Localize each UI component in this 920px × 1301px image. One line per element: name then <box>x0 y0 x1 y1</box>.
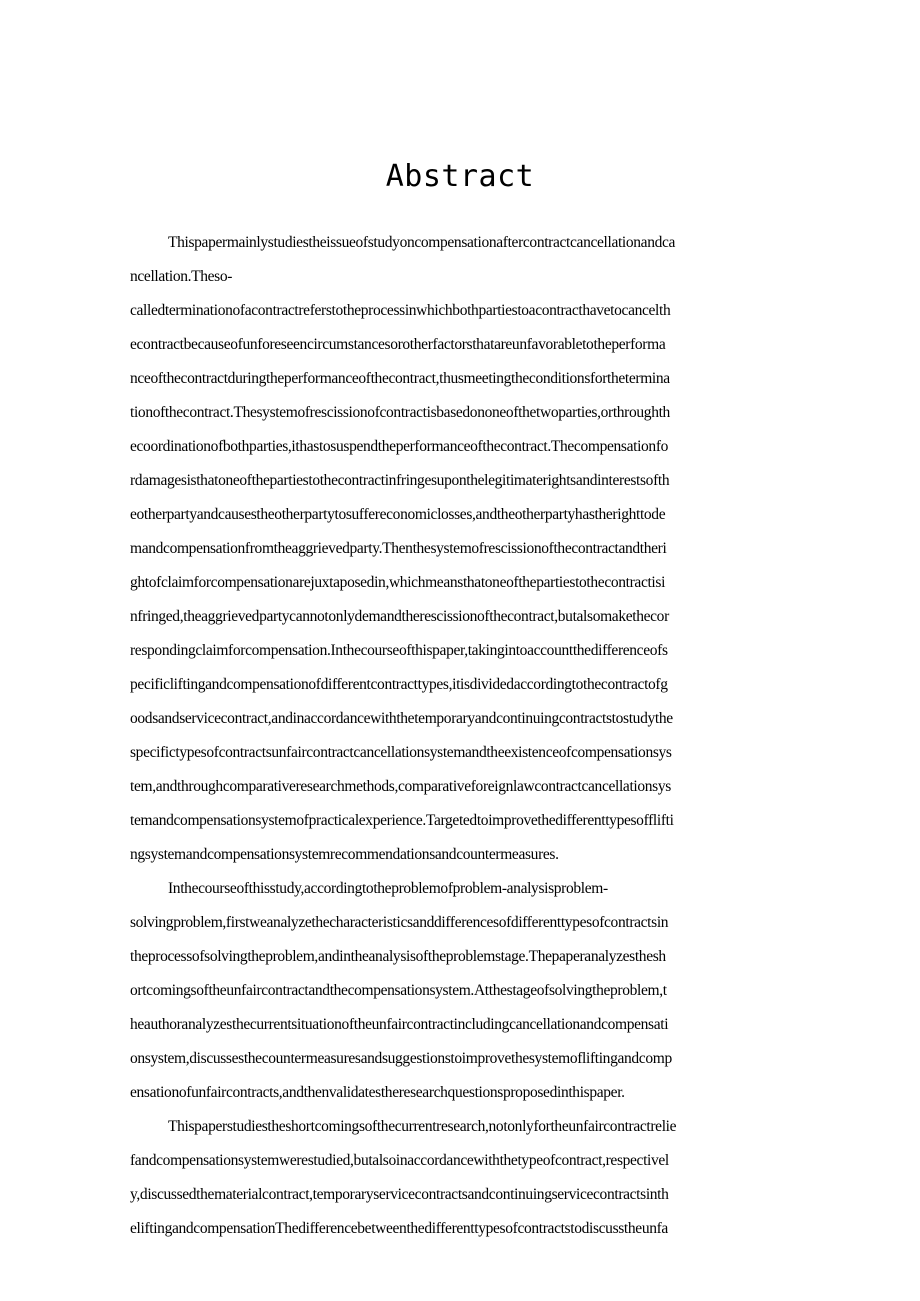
text-line: solvingproblem,firstweanalyzethecharacteristicsanddifferencesofdifferenttypesofcontractsin <box>130 914 669 931</box>
paragraph-2 <box>130 872 814 1110</box>
paragraph-1 <box>130 226 814 872</box>
text-line: econtractbecauseofunforeseencircumstancesorotherfactorsthatareunfavorabletotheperforma <box>130 336 666 353</box>
text-line: tionofthecontract.Thesystemofrescissionofcontractisbasedononeofthetwoparties,orthroughth <box>130 404 670 421</box>
text-line: temandcompensationsystemofpracticalexperience.Targetedtoimprovethedifferenttypesofflifti <box>130 812 674 829</box>
paragraph-3 <box>130 1110 814 1246</box>
text-line: ncellation.Theso- <box>130 268 233 285</box>
text-line: nfringed,theaggrievedpartycannotonlydemandtherescissionofthecontract,butalsomakethecor <box>130 608 669 625</box>
text-line: ghtofclaimforcompensationarejuxtaposedin,whichmeansthatoneofthepartiestothecontractisi <box>130 574 666 591</box>
text-line: oodsandservicecontract,andinaccordancewiththetemporaryandcontinuingcontractstostudythe <box>130 710 673 727</box>
text-line: pecificliftingandcompensationofdifferentcontracttypes,itisdividedaccordingtothecontractofg <box>130 676 668 693</box>
text-line: calledterminationofacontractreferstotheprocessinwhichbothpartiestoacontracthavetocancelth <box>130 302 671 319</box>
text-line: Thispaperstudiestheshortcomingsofthecurrentresearch,notonlyfortheunfaircontractrelie <box>168 1118 677 1135</box>
abstract-body <box>130 226 814 1246</box>
text-line: Thispapermainlystudiestheissueofstudyoncompensationaftercontractcancellationandca <box>168 234 676 251</box>
abstract-title: Abstract <box>385 159 535 194</box>
text-line: heauthoranalyzesthecurrentsituationoftheunfaircontractincludingcancellationandcompensati <box>130 1016 669 1033</box>
text-line: nceofthecontractduringtheperformanceofthecontract,thusmeetingtheconditionsforthetermina <box>130 370 670 387</box>
text-line: y,discussedthematerialcontract,temporaryservicecontractsandcontinuingservicecontractsinth <box>130 1186 669 1203</box>
text-line: onsystem,discussesthecountermeasuresandsuggestionstoimprovethesystemofliftingandcomp <box>130 1050 672 1067</box>
text-line: tem,andthroughcomparativeresearchmethods,comparativeforeignlawcontractcancellationsys <box>130 778 671 795</box>
text-line: eliftingandcompensationThedifferencebetweenthedifferenttypesofcontractstodiscusstheunfa <box>130 1220 668 1237</box>
text-line: ortcomingsoftheunfaircontractandthecompensationsystem.Atthestageofsolvingtheproblem,t <box>130 982 667 999</box>
text-line: Inthecourseofthisstudy,accordingtotheproblemofproblem-analysisproblem- <box>168 880 608 897</box>
text-line: ecoordinationofbothparties,ithastosuspendtheperformanceofthecontract.Thecompensationfo <box>130 438 669 455</box>
text-line: fandcompensationsystemwerestudied,butalsoinaccordancewiththetypeofcontract,respectivel <box>130 1152 669 1169</box>
text-line: mandcompensationfromtheaggrievedparty.Thenthesystemofrescissionofthecontractandtheri <box>130 540 667 557</box>
text-line: specifictypesofcontractsunfaircontractcancellationsystemandtheexistenceofcompensationsys <box>130 744 672 761</box>
text-line: respondingclaimforcompensation.Inthecourseofthispaper,takingintoaccountthedifferenceofs <box>130 642 668 659</box>
text-line: eotherpartyandcausestheotherpartytosuffereconomiclosses,andtheotherpartyhastherighttode <box>130 506 666 523</box>
text-line: ensationofunfaircontracts,andthenvalidatestheresearchquestionsproposedinthispaper. <box>130 1084 625 1101</box>
text-line: rdamagesisthatoneofthepartiestothecontractinfringesuponthelegitimaterightsandinterestsofth <box>130 472 670 489</box>
text-line: ngsystemandcompensationsystemrecommendationsandcountermeasures. <box>130 846 559 863</box>
text-line: theprocessofsolvingtheproblem,andintheanalysisoftheproblemstage.Thepaperanalyzesthesh <box>130 948 666 965</box>
